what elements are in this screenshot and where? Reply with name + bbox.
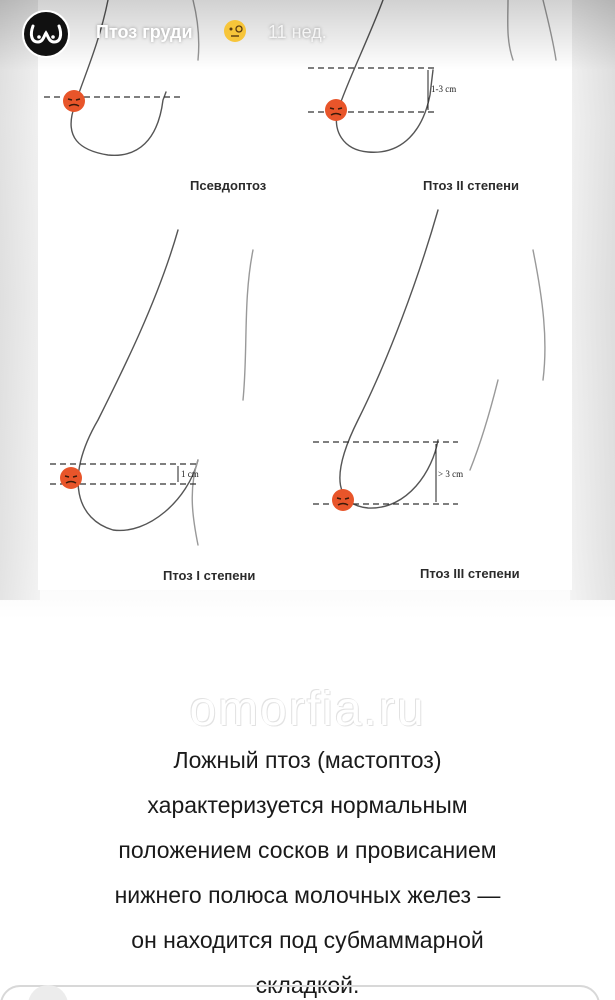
ptosis-diagram-image (38, 0, 572, 590)
measure-label-grade2: 1-3 cm (431, 84, 457, 94)
panel-label-grade1: Птоз I степени (163, 568, 256, 583)
story-caption (40, 738, 575, 1000)
angry-face-emoji-icon (325, 99, 347, 121)
story-header (0, 0, 615, 70)
angry-face-emoji-icon (332, 489, 354, 511)
story-time-ago: 11 нед. (268, 22, 327, 42)
caption-line: складкой. (255, 972, 360, 998)
panel-label-grade3: Птоз III степени (420, 566, 520, 581)
panel-label-pseudoptosis: Псевдоптоз (190, 178, 267, 193)
monocle-face-emoji-icon (223, 19, 247, 43)
measure-label-grade1: 1 cm (181, 469, 199, 479)
story-username[interactable]: Птоз груди (96, 22, 193, 42)
caption-line: он находится под субмаммарной (131, 927, 484, 953)
angry-face-emoji-icon (63, 90, 85, 112)
blurred-edge-right (570, 0, 615, 600)
caption-line: характеризуется нормальным (147, 792, 468, 818)
ptosis-diagram (38, 0, 572, 590)
watermark: omorfia.ru (189, 683, 426, 736)
blurred-edge-left (0, 0, 40, 600)
measure-label-grade3: > 3 cm (438, 469, 464, 479)
breast-outline-grade1 (78, 230, 198, 530)
brand-logo-icon (29, 22, 63, 46)
avatar[interactable] (22, 10, 70, 58)
breast-outline-grade3 (340, 210, 438, 508)
angry-face-emoji-icon (60, 467, 82, 489)
panel-label-grade2: Птоз II степени (423, 178, 519, 193)
reply-input[interactable] (0, 985, 600, 1000)
caption-line: Ложный птоз (мастоптоз) (173, 747, 442, 773)
caption-line: нижнего полюса молочных желез — (114, 882, 501, 908)
caption-line: положением сосков и провисанием (118, 837, 497, 863)
